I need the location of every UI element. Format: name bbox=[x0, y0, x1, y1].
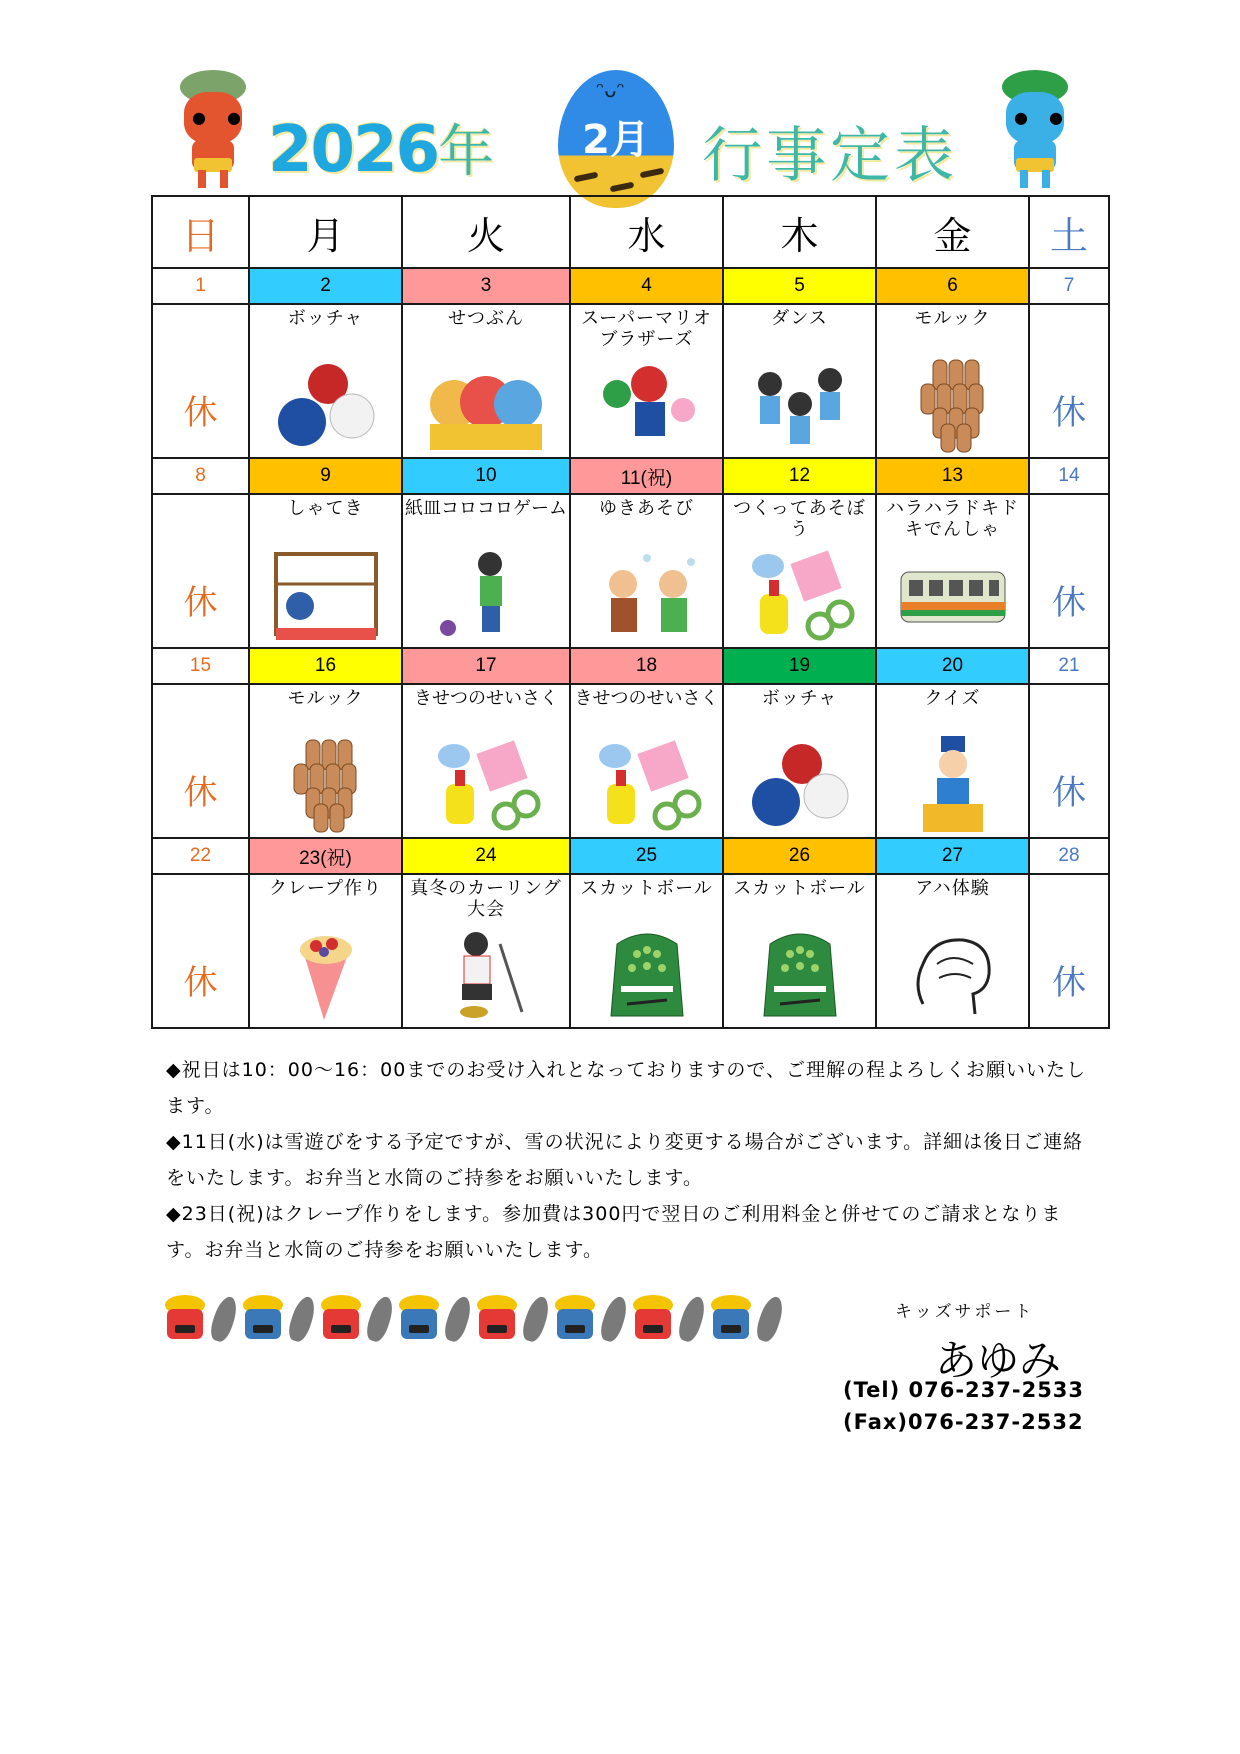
activity-cell[interactable] bbox=[723, 494, 876, 648]
dancing-kids-icon bbox=[740, 354, 860, 454]
brain-icon bbox=[893, 924, 1013, 1024]
activity-cell[interactable] bbox=[876, 494, 1029, 648]
date-row bbox=[152, 648, 1109, 684]
closed-label: 休 bbox=[183, 962, 218, 1003]
activity-label: きせつのせいさく bbox=[574, 688, 719, 709]
date-cell: 16 bbox=[249, 648, 402, 684]
activity-cell[interactable] bbox=[876, 874, 1029, 1028]
date-cell: 4 bbox=[570, 268, 723, 304]
activity-label: しゃてき bbox=[287, 498, 364, 519]
date-cell: 2 bbox=[249, 268, 402, 304]
date-cell: 17 bbox=[402, 648, 570, 684]
oni-club-icon bbox=[597, 1294, 630, 1344]
date-cell-sunday: 1 bbox=[152, 268, 249, 304]
note-holiday-hours: ◆祝日は10：00～16：00までのお受け入れとなっておりますので、ご理解の程よろしくお願いいたします。 bbox=[166, 1059, 1086, 1117]
smile-face-icon: ᵔᴗᵔ bbox=[596, 78, 625, 102]
craft-supplies-icon bbox=[587, 734, 707, 834]
scat-ball-board-icon bbox=[740, 924, 860, 1024]
bocce-balls-icon bbox=[740, 734, 860, 834]
weekday-tue: 火 bbox=[402, 196, 570, 268]
train-icon bbox=[893, 544, 1013, 644]
phone-number: (Tel) 076-237-2533 bbox=[843, 1378, 1085, 1402]
activity-row bbox=[152, 304, 1109, 458]
date-cell: 24 bbox=[402, 838, 570, 874]
date-cell: 5 bbox=[723, 268, 876, 304]
oni-club-icon bbox=[363, 1294, 396, 1344]
weekday-wed: 水 bbox=[570, 196, 723, 268]
bocce-balls-icon bbox=[266, 354, 386, 454]
red-oni-face-icon bbox=[630, 1295, 676, 1343]
closed-cell-sunday bbox=[152, 494, 249, 648]
closed-label: 休 bbox=[183, 772, 218, 813]
activity-label: 紙皿コロコロゲーム bbox=[405, 498, 567, 519]
oni-club-icon bbox=[675, 1294, 708, 1344]
activity-cell[interactable] bbox=[402, 304, 570, 458]
date-cell: 10 bbox=[402, 458, 570, 494]
note-crepe: ◆23日(祝)はクレープ作りをします。参加費は300円で翌日のご利用料金と併せてのご請求となります。お弁当と水筒のご持参をお願いいたします。 bbox=[166, 1203, 1062, 1261]
date-cell: 9 bbox=[249, 458, 402, 494]
weekday-header-row bbox=[152, 196, 1109, 268]
activity-cell[interactable] bbox=[402, 684, 570, 838]
red-oni-face-icon bbox=[162, 1295, 208, 1343]
curling-icon bbox=[426, 924, 546, 1024]
closed-cell-saturday bbox=[1029, 684, 1109, 838]
date-cell-saturday: 14 bbox=[1029, 458, 1109, 494]
month-badge bbox=[558, 70, 674, 208]
date-cell-saturday: 21 bbox=[1029, 648, 1109, 684]
activity-label: つくってあそぼう bbox=[733, 498, 866, 540]
blue-oni-face-icon bbox=[240, 1295, 286, 1343]
date-row bbox=[152, 458, 1109, 494]
activity-cell[interactable] bbox=[570, 304, 723, 458]
scat-ball-board-icon bbox=[587, 924, 707, 1024]
activity-label: ボッチャ bbox=[287, 308, 364, 329]
date-cell: 13 bbox=[876, 458, 1029, 494]
closed-label: 休 bbox=[1052, 582, 1086, 623]
crepe-icon bbox=[266, 924, 386, 1024]
activity-label: せつぶん bbox=[448, 308, 524, 329]
month-label: 2月 bbox=[582, 117, 650, 163]
activity-row bbox=[152, 684, 1109, 838]
activity-label: モルック bbox=[287, 688, 364, 709]
activity-cell[interactable] bbox=[723, 874, 876, 1028]
closed-label: 休 bbox=[183, 582, 218, 623]
note-snow-play: ◆11日(水)は雪遊びをする予定ですが、雪の状況により変更する場合がございます。詳細は後日ご連絡をいたします。お弁当と水筒のご持参をお願いいたします。 bbox=[166, 1131, 1084, 1189]
molkky-pins-icon bbox=[893, 354, 1013, 454]
weekday-sat: 土 bbox=[1029, 196, 1109, 268]
activity-row bbox=[152, 494, 1109, 648]
date-row bbox=[152, 838, 1109, 874]
activity-cell[interactable] bbox=[249, 874, 402, 1028]
closed-cell-saturday bbox=[1029, 874, 1109, 1028]
weekday-fri: 金 bbox=[876, 196, 1029, 268]
blue-oni-face-icon bbox=[396, 1295, 442, 1343]
date-row bbox=[152, 268, 1109, 304]
oni-club-icon bbox=[207, 1294, 240, 1344]
activity-cell[interactable] bbox=[402, 494, 570, 648]
page-title: 行事定表 bbox=[702, 121, 958, 191]
activity-label: モルック bbox=[914, 308, 991, 329]
quiz-host-icon bbox=[893, 734, 1013, 834]
activity-cell[interactable] bbox=[570, 874, 723, 1028]
date-cell-sunday: 8 bbox=[152, 458, 249, 494]
activity-label: ゆきあそび bbox=[599, 498, 694, 519]
date-cell: 20 bbox=[876, 648, 1029, 684]
activity-row bbox=[152, 874, 1109, 1028]
activity-label: アハ体験 bbox=[915, 878, 990, 899]
craft-supplies-icon bbox=[426, 734, 546, 834]
activity-label: スカットボール bbox=[733, 878, 866, 899]
activity-label: 真冬のカーリング大会 bbox=[410, 878, 562, 920]
blue-oni-face-icon bbox=[708, 1295, 754, 1343]
weekday-thu: 木 bbox=[723, 196, 876, 268]
activity-cell[interactable] bbox=[723, 684, 876, 838]
title-year: 2026年 bbox=[268, 113, 493, 187]
oni-club-icon bbox=[285, 1294, 318, 1344]
date-cell: 26 bbox=[723, 838, 876, 874]
date-cell: 23(祝) bbox=[249, 838, 402, 874]
oni-border-decoration bbox=[162, 1295, 780, 1343]
date-cell: 18 bbox=[570, 648, 723, 684]
mario-characters-icon bbox=[587, 354, 707, 454]
date-cell: 27 bbox=[876, 838, 1029, 874]
activity-cell[interactable] bbox=[402, 874, 570, 1028]
activity-cell[interactable] bbox=[570, 494, 723, 648]
closed-cell-sunday bbox=[152, 874, 249, 1028]
activity-label: クイズ bbox=[924, 688, 981, 709]
date-cell-sunday: 22 bbox=[152, 838, 249, 874]
date-cell-saturday: 7 bbox=[1029, 268, 1109, 304]
closed-cell-saturday bbox=[1029, 304, 1109, 458]
blue-oni-illustration: ● ● bbox=[990, 70, 1080, 188]
activity-cell[interactable] bbox=[249, 304, 402, 458]
molkky-pins-icon bbox=[266, 734, 386, 834]
weekday-mon: 月 bbox=[249, 196, 402, 268]
blue-oni-face-icon bbox=[552, 1295, 598, 1343]
fax-number: (Fax)076-237-2532 bbox=[843, 1410, 1084, 1434]
activity-label: ボッチャ bbox=[761, 688, 838, 709]
activity-cell[interactable] bbox=[249, 684, 402, 838]
date-cell-sunday: 15 bbox=[152, 648, 249, 684]
date-cell: 25 bbox=[570, 838, 723, 874]
activity-label: ハラハラドキドキでんしゃ bbox=[886, 498, 1019, 540]
closed-cell-sunday bbox=[152, 684, 249, 838]
date-cell: 6 bbox=[876, 268, 1029, 304]
activity-cell[interactable] bbox=[723, 304, 876, 458]
activity-label: スカットボール bbox=[580, 878, 713, 899]
oni-club-icon bbox=[441, 1294, 474, 1344]
closed-label: 休 bbox=[1052, 392, 1086, 433]
craft-supplies-icon bbox=[740, 544, 860, 644]
snow-play-icon bbox=[587, 544, 707, 644]
red-oni-face-icon bbox=[318, 1295, 364, 1343]
weekday-sun: 日 bbox=[152, 196, 249, 268]
closed-label: 休 bbox=[1052, 962, 1086, 1003]
oni-children-icon bbox=[426, 354, 546, 454]
red-oni-illustration: ● ● bbox=[168, 70, 258, 188]
oni-club-icon bbox=[753, 1294, 786, 1344]
notes-section bbox=[166, 1052, 1086, 1268]
activity-cell[interactable] bbox=[876, 304, 1029, 458]
oni-club-icon bbox=[519, 1294, 552, 1344]
organization-label: キッズサポート bbox=[895, 1302, 1035, 1322]
shooting-gallery-icon bbox=[266, 544, 386, 644]
date-cell-saturday: 28 bbox=[1029, 838, 1109, 874]
date-cell: 11(祝) bbox=[570, 458, 723, 494]
calendar-table bbox=[151, 195, 1110, 1029]
closed-label: 休 bbox=[1052, 772, 1086, 813]
date-cell: 12 bbox=[723, 458, 876, 494]
date-cell: 19 bbox=[723, 648, 876, 684]
organization-name: あゆみ bbox=[935, 1336, 1062, 1385]
activity-label: きせつのせいさく bbox=[414, 688, 558, 709]
activity-cell[interactable] bbox=[249, 494, 402, 648]
activity-label: ダンス bbox=[771, 308, 828, 329]
activity-label: クレープ作り bbox=[268, 878, 383, 899]
activity-cell[interactable] bbox=[570, 684, 723, 838]
closed-cell-saturday bbox=[1029, 494, 1109, 648]
red-oni-face-icon bbox=[474, 1295, 520, 1343]
activity-label: スーパーマリオブラザーズ bbox=[580, 308, 713, 350]
date-cell: 3 bbox=[402, 268, 570, 304]
activity-cell[interactable] bbox=[876, 684, 1029, 838]
closed-label: 休 bbox=[183, 392, 218, 433]
rolling-ball-boy-icon bbox=[426, 544, 546, 644]
closed-cell-sunday bbox=[152, 304, 249, 458]
